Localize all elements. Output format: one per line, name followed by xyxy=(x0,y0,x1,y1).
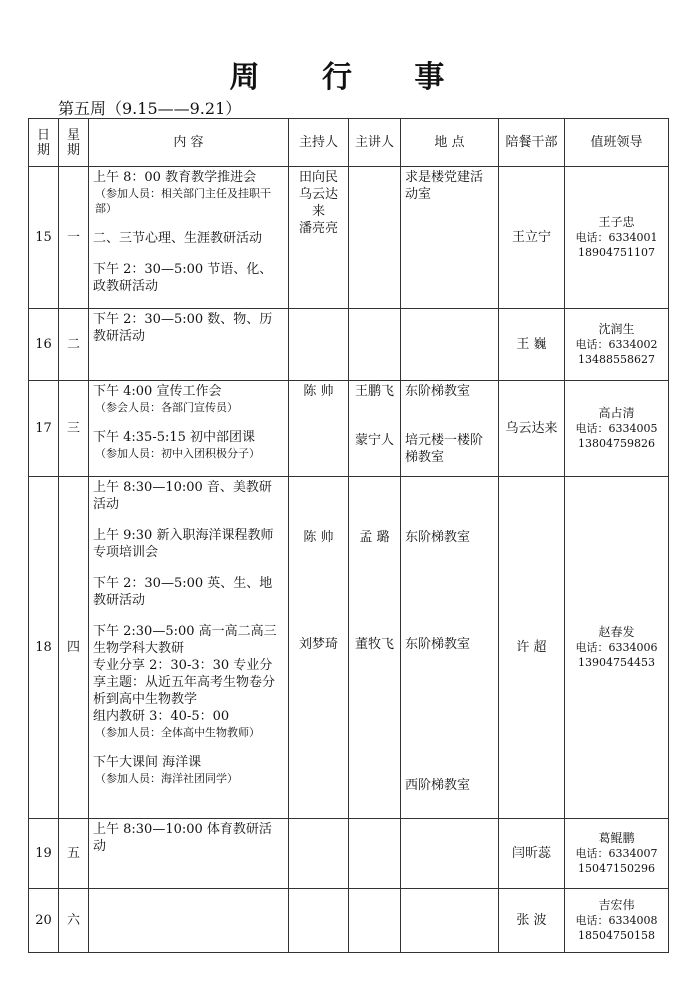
content-cell xyxy=(89,167,289,309)
speaker-name: 蒙宁人 xyxy=(354,433,394,448)
speaker-cell xyxy=(349,381,401,477)
content-cell xyxy=(89,819,289,889)
content-cell xyxy=(89,477,289,819)
table-row xyxy=(29,889,669,953)
content-line: 下午 2：30—5:00 英、生、地教研活动 xyxy=(93,576,273,608)
duty-mobile: 18504750158 xyxy=(578,929,655,942)
header-duty: 值班领导 xyxy=(565,119,669,167)
content-note: （参加人员：海洋社团同学） xyxy=(95,772,238,785)
header-content: 内 容 xyxy=(89,119,289,167)
content-line: 下午 2:30—5:00 高一高二高三生物学科大教研 xyxy=(93,624,277,656)
weekday-cell: 二 xyxy=(59,309,89,381)
header-speaker: 主讲人 xyxy=(349,119,401,167)
table-row xyxy=(29,819,669,889)
date-cell: 19 xyxy=(29,819,59,889)
escort-cell: 乌云达来 xyxy=(499,381,565,477)
date-cell: 16 xyxy=(29,309,59,381)
duty-name: 高占清 xyxy=(598,406,635,420)
host-cell xyxy=(289,477,349,819)
host-cell xyxy=(289,309,349,381)
content-line: 下午 2：30—5:00 节语、化、政教研活动 xyxy=(93,262,273,294)
duty-mobile: 18904751107 xyxy=(578,246,655,259)
place-name: 东阶梯教室 xyxy=(405,637,471,652)
speaker-name: 王鹏飞 xyxy=(354,384,394,399)
content-cell xyxy=(89,889,289,953)
content-line: 组内教研 3：40-5：00 xyxy=(93,709,230,724)
duty-phone: 电话：6334005 xyxy=(575,422,658,435)
speaker-cell xyxy=(349,309,401,381)
weekday-cell: 五 xyxy=(59,819,89,889)
table-row xyxy=(29,167,669,309)
escort-cell: 王 巍 xyxy=(499,309,565,381)
speaker-cell xyxy=(349,477,401,819)
page-title: 周 行 事 xyxy=(229,60,471,95)
duty-name: 沈润生 xyxy=(598,322,635,336)
duty-phone: 电话：6334001 xyxy=(575,231,658,244)
content-note: （参加人员：全体高中生物教师） xyxy=(95,726,260,739)
date-cell: 20 xyxy=(29,889,59,953)
duty-phone: 电话：6334008 xyxy=(575,914,658,927)
duty-cell xyxy=(565,309,669,381)
table-row xyxy=(29,309,669,381)
place-cell xyxy=(401,381,499,477)
week-label: 第五周（9.15——9.21） xyxy=(58,99,242,118)
content-cell xyxy=(89,309,289,381)
content-note: （参会人员：各部门宣传员） xyxy=(95,401,238,414)
place-cell: 求是楼党建活动室 xyxy=(401,167,499,309)
table-row xyxy=(29,381,669,477)
weekday-cell: 三 xyxy=(59,381,89,477)
place-cell xyxy=(401,309,499,381)
duty-name: 王子忠 xyxy=(598,215,635,229)
header-host: 主持人 xyxy=(289,119,349,167)
content-line: 下午大课间 海洋课 xyxy=(93,755,202,770)
host-cell: 陈 帅 xyxy=(289,381,349,477)
place-cell xyxy=(401,819,499,889)
place-name: 东阶梯教室 xyxy=(405,384,471,399)
duty-phone: 电话：6334007 xyxy=(575,847,658,860)
duty-cell xyxy=(565,167,669,309)
date-cell: 17 xyxy=(29,381,59,477)
weekday-cell: 六 xyxy=(59,889,89,953)
host-cell xyxy=(289,889,349,953)
duty-name: 赵春发 xyxy=(598,625,635,639)
duty-cell xyxy=(565,381,669,477)
host-name: 刘梦琦 xyxy=(298,637,338,652)
speaker-name: 孟 璐 xyxy=(359,530,390,545)
content-note: （参加人员：相关部门主任及挂职干部） xyxy=(95,187,271,215)
host-cell: 田向民 乌云达来 潘亮亮 xyxy=(289,167,349,309)
weekday-cell: 一 xyxy=(59,167,89,309)
content-line: 上午 8:30—10:00 体育教研活动 xyxy=(93,822,272,854)
duty-name: 吉宏伟 xyxy=(598,898,635,912)
duty-cell xyxy=(565,477,669,819)
header-weekday: 星期 xyxy=(59,119,89,167)
duty-mobile: 13904754453 xyxy=(578,656,655,669)
header-place: 地 点 xyxy=(401,119,499,167)
content-line: 二、三节心理、生涯教研活动 xyxy=(93,231,263,246)
place-cell xyxy=(401,477,499,819)
escort-cell: 王立宁 xyxy=(499,167,565,309)
escort-cell: 闫昕蕊 xyxy=(499,819,565,889)
host-cell xyxy=(289,819,349,889)
speaker-cell xyxy=(349,889,401,953)
header-date: 日期 xyxy=(29,119,59,167)
content-line: 上午 9:30 新入职海洋课程教师专项培训会 xyxy=(93,528,274,560)
speaker-cell xyxy=(349,167,401,309)
duty-mobile: 13488558627 xyxy=(578,353,655,366)
content-line: 上午 8:30—10:00 音、美教研活动 xyxy=(93,480,272,512)
speaker-name: 董牧飞 xyxy=(354,637,394,652)
duty-phone: 电话：6334006 xyxy=(575,641,658,654)
place-name: 东阶梯教室 xyxy=(405,530,471,545)
content-line: 下午 4:35-5:15 初中部团课 xyxy=(93,430,256,445)
content-line: 专业分享 2：30-3：30 专业分享主题：从近五年高考生物卷分析到高中生物教学 xyxy=(93,658,276,707)
duty-name: 葛鲲鹏 xyxy=(598,831,635,845)
duty-cell xyxy=(565,819,669,889)
escort-cell: 张 波 xyxy=(499,889,565,953)
duty-mobile: 13804759826 xyxy=(578,437,655,450)
header-row xyxy=(29,119,669,167)
place-name: 西阶梯教室 xyxy=(405,778,471,793)
content-line: 下午 2：30—5:00 数、物、历教研活动 xyxy=(93,312,273,344)
content-line: 上午 8：00 教育教学推进会 xyxy=(93,170,257,185)
place-cell xyxy=(401,889,499,953)
header-escort: 陪餐干部 xyxy=(499,119,565,167)
duty-mobile: 15047150296 xyxy=(578,862,655,875)
host-name: 陈 帅 xyxy=(303,530,334,545)
schedule-table xyxy=(28,118,669,953)
speaker-cell xyxy=(349,819,401,889)
duty-phone: 电话：6334002 xyxy=(575,338,658,351)
content-cell xyxy=(89,381,289,477)
table-row xyxy=(29,477,669,819)
duty-cell xyxy=(565,889,669,953)
date-cell: 15 xyxy=(29,167,59,309)
place-name: 培元楼一楼阶梯教室 xyxy=(405,433,484,465)
escort-cell: 许 超 xyxy=(499,477,565,819)
weekday-cell: 四 xyxy=(59,477,89,819)
date-cell: 18 xyxy=(29,477,59,819)
content-note: （参加人员：初中入团积极分子） xyxy=(95,447,260,460)
content-line: 下午 4:00 宣传工作会 xyxy=(93,384,222,399)
